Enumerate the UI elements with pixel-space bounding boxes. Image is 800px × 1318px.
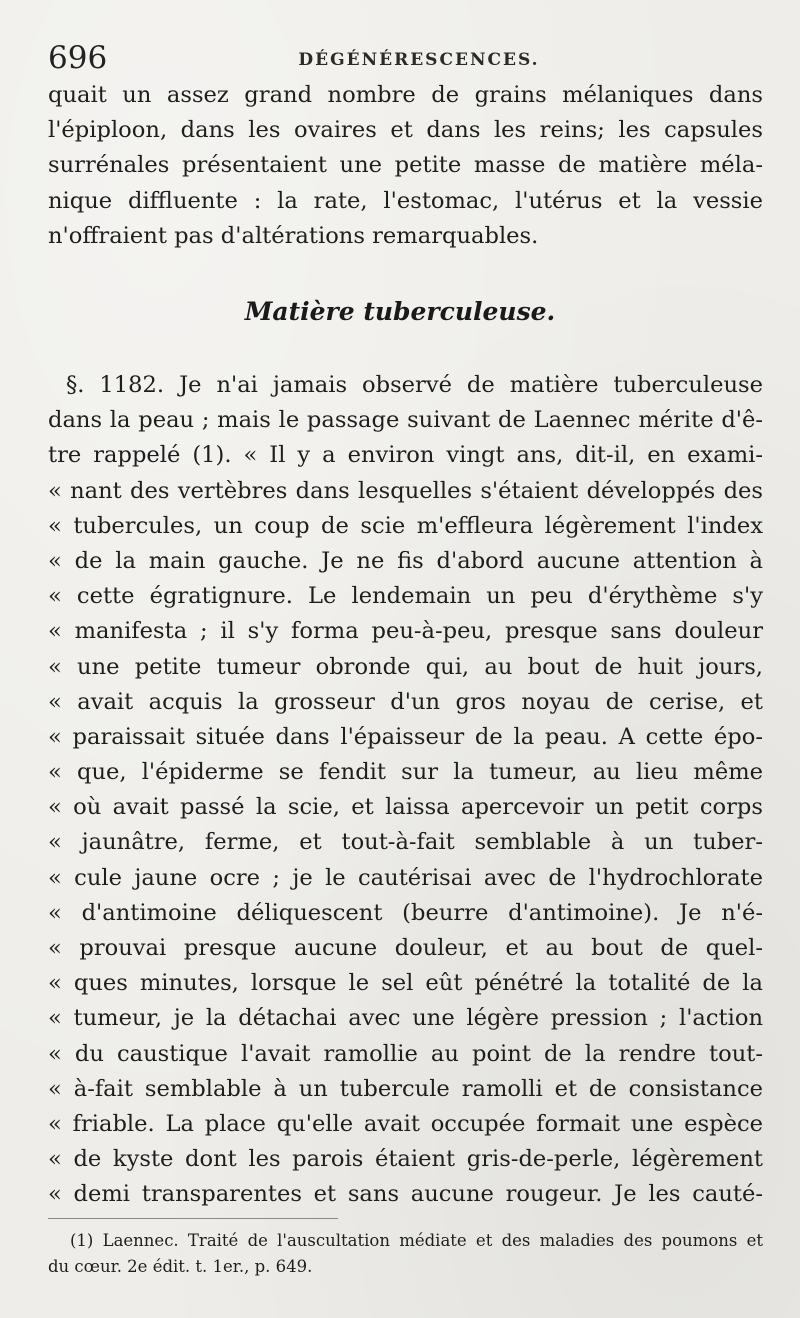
top-paragraph (48, 78, 763, 254)
section-title: Matière tuberculeuse. (244, 297, 556, 326)
footnote-line: (1) Laennec. Traité de l'auscultation médiate et des maladies des poumons et (70, 1231, 763, 1250)
text-line: « demi transparentes et sans aucune rougeur. Je les cauté- (48, 1181, 763, 1208)
text-line: « avait acquis la grosseur d'un gros noyau de cerise, et (48, 688, 763, 715)
text-line: « de kyste dont les parois étaient gris-de-perle, légèrement (48, 1146, 763, 1173)
text-line: « où avait passé la scie, et laissa apercevoir un petit corps (48, 794, 763, 821)
text-line: « une petite tumeur obronde qui, au bout de huit jours, (48, 653, 763, 680)
text-line: « tumeur, je la détachai avec une légère pression ; l'action (48, 1005, 763, 1032)
text-line: n'offraient pas d'altérations remarquables. (48, 222, 539, 249)
text-line: « à-fait semblable à un tubercule ramolli et de consistance (48, 1075, 763, 1102)
text-line: « d'antimoine déliquescent (beurre d'antimoine). Je n'é- (48, 899, 763, 926)
text-line: « ques minutes, lorsque le sel eût pénétré la totalité de la (48, 970, 763, 997)
text-line: « nant des vertèbres dans lesquelles s'étaient développés des (48, 477, 763, 504)
text-line: « prouvai presque aucune douleur, et au bout de quel- (48, 935, 763, 961)
text-line: « tubercules, un coup de scie m'effleura légèrement l'index (48, 512, 763, 539)
text-line: « jaunâtre, ferme, et tout-à-fait semblable à un tuber- (48, 829, 763, 856)
footnote-line: du cœur. 2e édit. t. 1er., p. 649. (48, 1257, 313, 1276)
text-line: « paraissait située dans l'épaisseur de la peau. A cette épo- (48, 723, 763, 750)
main-paragraph (48, 368, 763, 1213)
text-line: « de la main gauche. Je ne fis d'abord aucune attention à (48, 547, 763, 574)
text-line: l'épiploon, dans les ovaires et dans les reins; les capsules (48, 117, 763, 144)
text-line: surrénales présentaient une petite masse de matière méla- (48, 152, 763, 179)
text-line: « friable. La place qu'elle avait occupée formait une espèce (48, 1110, 763, 1137)
text-line: nique diffluente : la rate, l'estomac, l'utérus et la vessie (48, 187, 763, 214)
text-line: « cule jaune ocre ; je le cautérisai avec de l'hydrochlorate (48, 864, 763, 891)
text-line: tre rappelé (1). « Il y a environ vingt ans, dit-il, en exami- (48, 442, 763, 469)
text-line: « cette égratignure. Le lendemain un peu d'érythème s'y (48, 583, 763, 610)
text-line: « du caustique l'avait ramollie au point de la rendre tout- (48, 1040, 763, 1067)
footnote-divider (48, 1218, 338, 1219)
page-header (48, 40, 760, 80)
text-line: « manifesta ; il s'y forma peu-à-peu, presque sans douleur (48, 618, 763, 645)
text-line: quait un assez grand nombre de grains mélaniques dans (48, 82, 763, 108)
footnote (48, 1228, 763, 1280)
page-number: 696 (48, 40, 108, 76)
text-line: dans la peau ; mais le passage suivant de Laennec mérite d'ê- (48, 407, 763, 434)
text-line: §. 1182. Je n'ai jamais observé de matière tuberculeuse (66, 372, 763, 398)
text-line: « que, l'épiderme se fendit sur la tumeur, au lieu même (48, 759, 763, 786)
running-head: DÉGÉNÉRESCENCES. (298, 50, 540, 70)
